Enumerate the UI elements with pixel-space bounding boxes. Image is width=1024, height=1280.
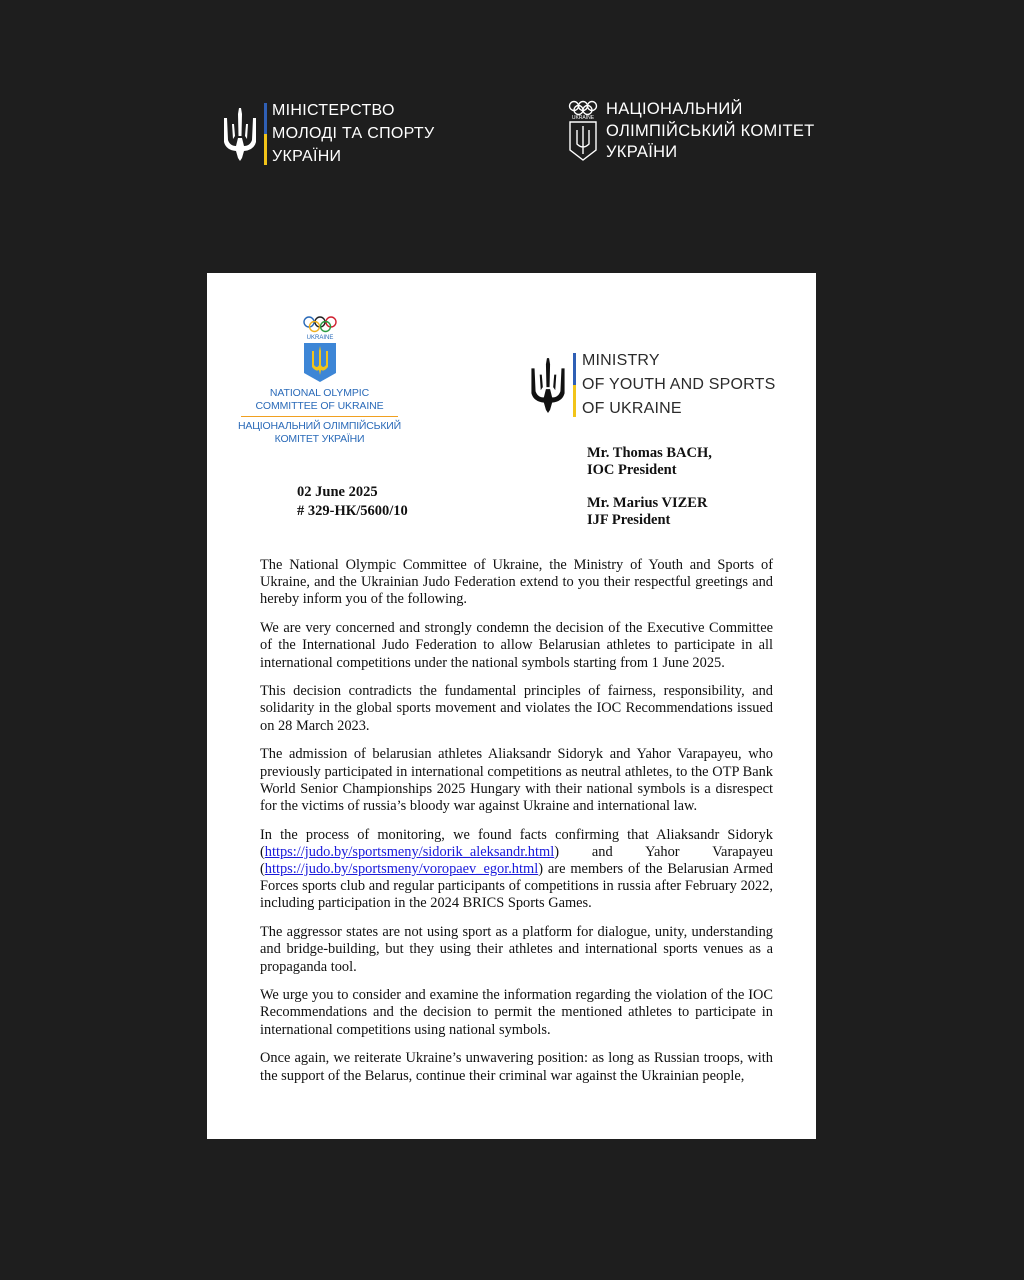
noc-header-logo [568,99,815,164]
recipient-name: Mr. Marius VIZER [587,495,708,511]
date-reference [297,483,408,521]
letter-date: 02 June 2025 [297,484,378,500]
ministry-letterhead-text [582,349,775,421]
text-span: In the process of monitoring, we found facts confirming that Aliaksandr Sidoryk ( [260,826,773,860]
letter-body [260,557,773,1096]
monitoring-paragraph [260,827,773,913]
recipient-name: Mr. Thomas BACH, [587,445,712,461]
trident-icon [529,356,567,414]
olympic-rings-shield-icon [568,100,598,162]
paragraph: This decision contradicts the fundamental principles of fairness, responsibility, and solidarity in the global sports movement and violates the IOC Recommendations issued on 28 March 2023. [260,683,773,734]
ministry-en-line-3: OF UKRAINE [582,400,682,417]
link-voropaev[interactable]: https://judo.by/sportsmeny/voropaev_egor.html [264,861,539,878]
noc-ua-line-1: НАЦІОНАЛЬНИЙ ОЛІМПІЙСЬКИЙ [238,420,401,432]
link-sidorik[interactable]: https://judo.by/sportsmeny/sidorik_aleksandr.html [264,843,555,860]
flag-divider [573,353,576,417]
text-span: ) are members of the Belarusian Armed Forces sports club and regular participants of competitions in russia after February 2022, including participation in the 2024 BRICS Sports Games. [260,861,773,912]
letter-page [207,273,816,1139]
ministry-line-3: УКРАЇНИ [272,148,342,165]
noc-ua-line-2: КОМІТЕТ УКРАЇНИ [274,433,365,445]
recipient-title: IJF President [587,512,671,528]
ministry-en-line-2: OF YOUTH AND SPORTS [582,376,776,393]
letter-reference: # 329-НК/5600/10 [297,503,408,519]
ministry-header-text [272,99,434,168]
paragraph: The National Olympic Committee of Ukraine, the Ministry of Youth and Sports of Ukraine, and the Ukrainian Judo Federation extend to you their respectful greetings and hereby inform you of the following. [260,557,773,608]
ministry-en-line-1: MINISTRY [582,352,660,369]
noc-divider [241,416,398,417]
flag-divider [264,103,267,165]
noc-header-text [606,99,815,164]
noc-line-3: УКРАЇНИ [606,143,678,161]
noc-emblem-icon [300,315,340,383]
noc-en-line-2: COMMITTEE OF UKRAINE [255,400,384,412]
paragraph: The admission of belarusian athletes Aliaksandr Sidoryk and Yahor Varapayeu, who previously participated in international competitions as neutral athletes, to the OTP Bank World Senior Championships 2025 Hungary with their national symbols is a disrespect for the victims of russia’s bloody war against Ukraine and international law. [260,746,773,814]
paragraph: We urge you to consider and examine the information regarding the violation of the IOC Recommendations and the decision to permit the mentioned athletes to participate in international competitions using national symbols. [260,987,773,1038]
noc-letterhead [237,315,402,446]
noc-line-1: НАЦІОНАЛЬНИЙ [606,100,743,118]
noc-rings-label: UKRAINE [306,335,333,341]
ministry-line-1: МІНІСТЕРСТВО [272,102,395,119]
noc-line-2: ОЛІМПІЙСЬКИЙ КОМІТЕТ [606,121,815,140]
paragraph: We are very concerned and strongly condemn the decision of the Executive Committee of the International Judo Federation to allow Belarusian athletes to participate in all international competitions under the national symbols starting from 1 June 2025. [260,620,773,671]
ministry-header-logo [222,99,434,168]
recipient-title: IOC President [587,462,677,478]
text-span: ) and Yahor Varapayeu ( [260,843,773,878]
ministry-letterhead [529,349,775,421]
rings-label: UKRAINE [571,115,595,122]
paragraph: The aggressor states are not using sport as a platform for dialogue, unity, understanding and bridge-building, but they using their athletes and international sports venues as a propaganda tool. [260,924,773,975]
noc-en-line-1: NATIONAL OLYMPIC [269,387,370,399]
paragraph: Once again, we reiterate Ukraine’s unwavering position: as long as Russian troops, with the support of the Belarus, continue their criminal war against the Ukrainian people, [260,1050,773,1084]
ministry-line-2: МОЛОДІ ТА СПОРТУ [272,125,435,142]
trident-icon [222,106,258,162]
recipients [587,445,712,529]
